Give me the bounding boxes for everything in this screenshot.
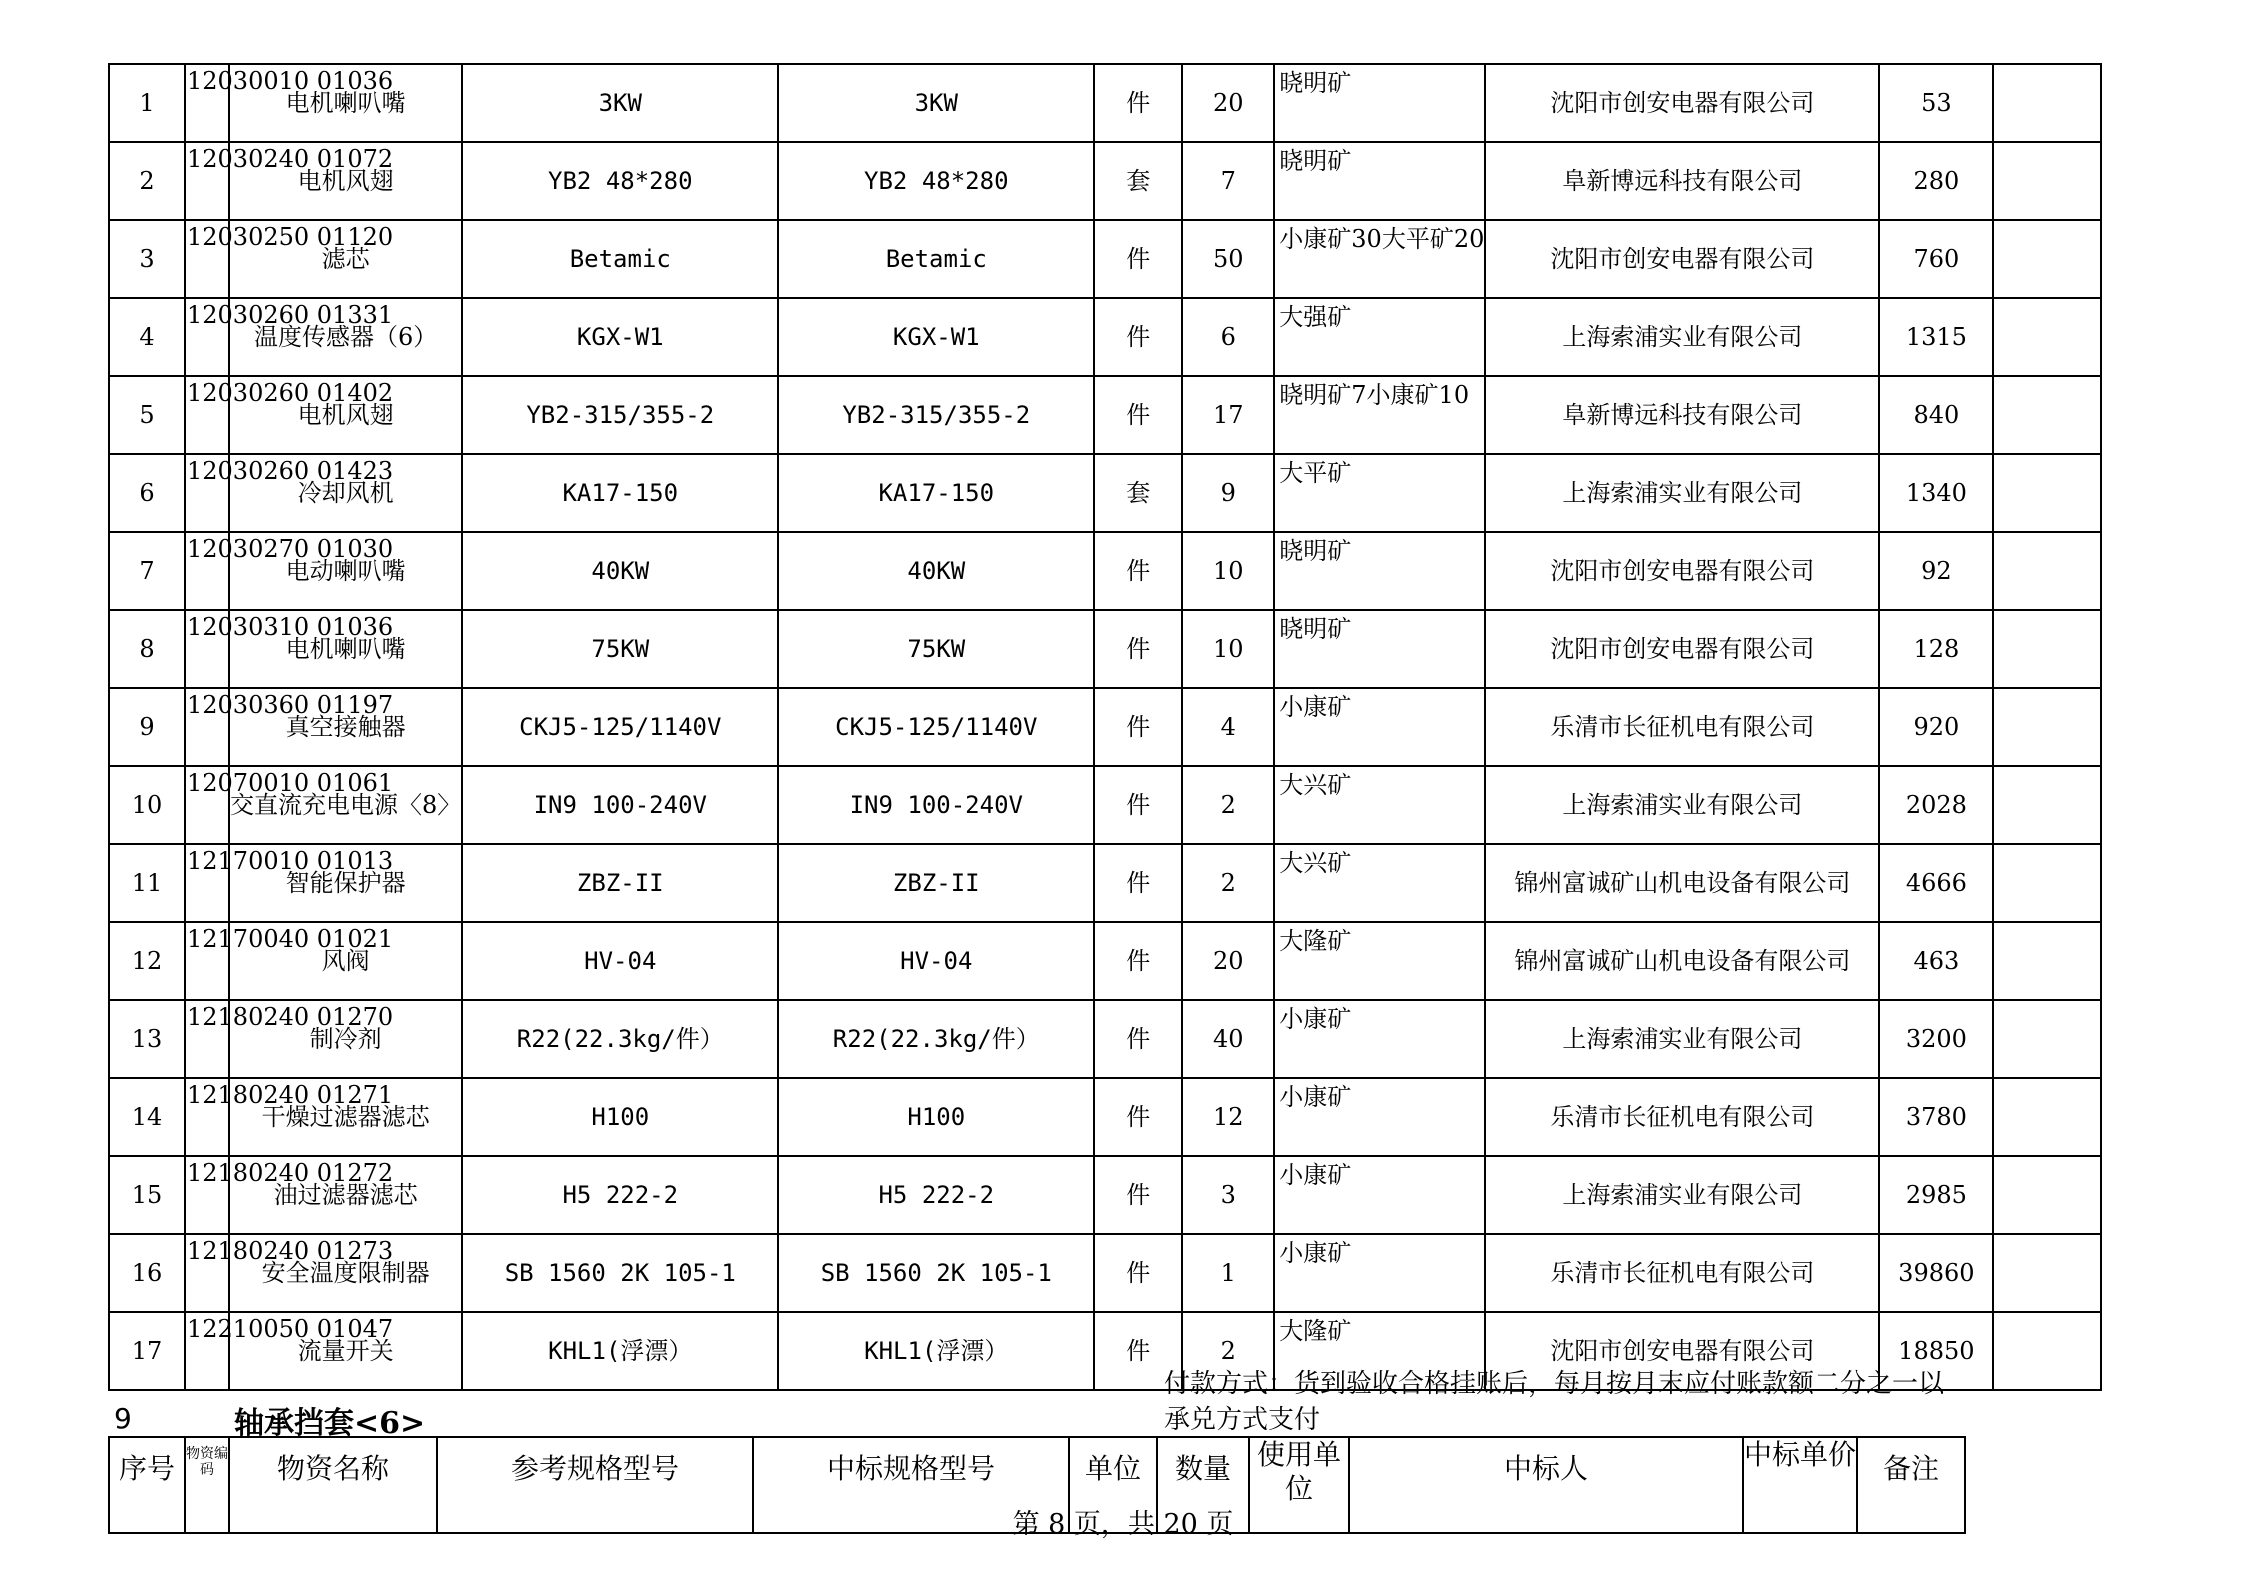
cell-price: 2985 xyxy=(1879,1156,1993,1234)
cell-code-text: 12030310 01036 xyxy=(187,613,394,641)
table-row xyxy=(109,610,2101,688)
cell-code-text: 12170010 01013 xyxy=(187,847,394,875)
table-row xyxy=(109,1156,2101,1234)
cell-code-text: 12180240 01270 xyxy=(187,1003,394,1031)
cell-user-text: 小康矿 xyxy=(1279,1239,1352,1267)
cell-note xyxy=(1993,1234,2101,1312)
cell-price: 18850 xyxy=(1879,1312,1993,1390)
cell-name-text: 安全温度限制器 xyxy=(261,1259,430,1287)
cell-ref-spec: CKJ5-125/1140V xyxy=(462,688,778,766)
cell-user xyxy=(1274,1156,1485,1234)
cell-unit: 件 xyxy=(1094,1000,1182,1078)
cell-code-text: 12180240 01271 xyxy=(187,1081,394,1109)
cell-user-text: 小康矿 xyxy=(1279,1005,1352,1033)
cell-qty: 2 xyxy=(1182,766,1274,844)
cell-unit: 套 xyxy=(1094,454,1182,532)
header-no: 序号 xyxy=(109,1438,185,1533)
table-body xyxy=(109,64,2101,1390)
cell-no: 14 xyxy=(109,1078,185,1156)
cell-price: 128 xyxy=(1879,610,1993,688)
table-row xyxy=(109,844,2101,922)
cell-name-text: 真空接触器 xyxy=(285,713,406,741)
cell-winner: 上海索浦实业有限公司 xyxy=(1485,454,1879,532)
cell-winner: 乐清市长征机电有限公司 xyxy=(1485,688,1879,766)
cell-bid-spec: KHL1(浮漂） xyxy=(778,1312,1094,1390)
cell-price: 463 xyxy=(1879,922,1993,1000)
cell-winner: 上海索浦实业有限公司 xyxy=(1485,1156,1879,1234)
cell-qty: 1 xyxy=(1182,1234,1274,1312)
header-winner: 中标人 xyxy=(1349,1438,1743,1533)
cell-no: 6 xyxy=(109,454,185,532)
cell-no: 15 xyxy=(109,1156,185,1234)
cell-code-text: 12030260 01402 xyxy=(187,379,394,407)
cell-no: 17 xyxy=(109,1312,185,1390)
table-row xyxy=(109,376,2101,454)
cell-no: 8 xyxy=(109,610,185,688)
cell-name-text: 交直流充电电源〈8〉 xyxy=(230,791,462,819)
cell-price: 1315 xyxy=(1879,298,1993,376)
cell-note xyxy=(1993,64,2101,142)
cell-code-text: 12030250 01120 xyxy=(187,223,394,251)
cell-winner: 阜新博远科技有限公司 xyxy=(1485,142,1879,220)
cell-user xyxy=(1274,64,1485,142)
cell-qty: 10 xyxy=(1182,610,1274,688)
cell-unit: 件 xyxy=(1094,220,1182,298)
cell-note xyxy=(1993,220,2101,298)
cell-user-text: 大强矿 xyxy=(1279,303,1352,331)
cell-name-text: 电机风翅 xyxy=(297,401,394,429)
payment-terms: 付款方式：货到验收合格挂账后，每月按月末应付账款额二分之一以承兑方式支付 xyxy=(1164,1369,1945,1435)
cell-qty: 20 xyxy=(1182,64,1274,142)
header-bid-spec: 中标规格型号 xyxy=(753,1438,1069,1533)
cell-name-text: 智能保护器 xyxy=(285,869,406,897)
cell-unit: 件 xyxy=(1094,64,1182,142)
cell-ref-spec: 3KW xyxy=(462,64,778,142)
cell-winner: 沈阳市创安电器有限公司 xyxy=(1485,220,1879,298)
table-row xyxy=(109,142,2101,220)
cell-no: 2 xyxy=(109,142,185,220)
cell-ref-spec: KGX-W1 xyxy=(462,298,778,376)
cell-no: 7 xyxy=(109,532,185,610)
header-note: 备注 xyxy=(1857,1438,1965,1533)
cell-note xyxy=(1993,688,2101,766)
cell-winner: 锦州富诚矿山机电设备有限公司 xyxy=(1485,922,1879,1000)
cell-price: 39860 xyxy=(1879,1234,1993,1312)
table-row xyxy=(109,454,2101,532)
cell-ref-spec: Betamic xyxy=(462,220,778,298)
cell-unit: 件 xyxy=(1094,1312,1182,1390)
cell-unit: 件 xyxy=(1094,298,1182,376)
cell-user xyxy=(1274,220,1485,298)
cell-name-text: 制冷剂 xyxy=(309,1025,382,1053)
cell-no: 10 xyxy=(109,766,185,844)
cell-user xyxy=(1274,376,1485,454)
cell-qty: 3 xyxy=(1182,1156,1274,1234)
header-unit: 单位 xyxy=(1069,1438,1157,1533)
cell-winner: 沈阳市创安电器有限公司 xyxy=(1485,1312,1879,1390)
cell-ref-spec: IN9 100-240V xyxy=(462,766,778,844)
cell-user-text: 大兴矿 xyxy=(1279,849,1352,877)
cell-bid-spec: HV-04 xyxy=(778,922,1094,1000)
cell-unit: 套 xyxy=(1094,142,1182,220)
cell-user-text: 晓明矿 xyxy=(1279,537,1352,565)
cell-note xyxy=(1993,844,2101,922)
cell-user-text: 大隆矿 xyxy=(1279,927,1352,955)
cell-code-text: 12030240 01072 xyxy=(187,145,394,173)
cell-bid-spec: SB 1560 2K 105-1 xyxy=(778,1234,1094,1312)
cell-no: 5 xyxy=(109,376,185,454)
cell-no: 1 xyxy=(109,64,185,142)
cell-user xyxy=(1274,1078,1485,1156)
cell-ref-spec: ZBZ-II xyxy=(462,844,778,922)
cell-name-text: 流量开关 xyxy=(297,1337,394,1365)
cell-user xyxy=(1274,298,1485,376)
cell-bid-spec: R22(22.3kg/件） xyxy=(778,1000,1094,1078)
cell-winner: 上海索浦实业有限公司 xyxy=(1485,298,1879,376)
section-title: 轴承挡套<6> xyxy=(234,1406,426,1441)
table-row xyxy=(109,298,2101,376)
cell-code-text: 12070010 01061 xyxy=(187,769,394,797)
cell-code-text: 12030260 01423 xyxy=(187,457,394,485)
cell-user-text: 晓明矿 xyxy=(1279,615,1352,643)
cell-ref-spec: H5 222-2 xyxy=(462,1156,778,1234)
cell-user xyxy=(1274,766,1485,844)
cell-no: 3 xyxy=(109,220,185,298)
cell-ref-spec: SB 1560 2K 105-1 xyxy=(462,1234,778,1312)
items-table xyxy=(108,63,2102,1391)
cell-user xyxy=(1274,454,1485,532)
cell-user-text: 大平矿 xyxy=(1279,459,1352,487)
cell-bid-spec: 40KW xyxy=(778,532,1094,610)
cell-qty: 9 xyxy=(1182,454,1274,532)
cell-no: 11 xyxy=(109,844,185,922)
cell-qty: 7 xyxy=(1182,142,1274,220)
cell-name-text: 电机喇叭嘴 xyxy=(285,89,406,117)
cell-bid-spec: CKJ5-125/1140V xyxy=(778,688,1094,766)
cell-user xyxy=(1274,1000,1485,1078)
table-row xyxy=(109,766,2101,844)
cell-ref-spec: KHL1(浮漂） xyxy=(462,1312,778,1390)
cell-bid-spec: 75KW xyxy=(778,610,1094,688)
cell-qty: 4 xyxy=(1182,688,1274,766)
table-row xyxy=(109,922,2101,1000)
header-name: 物资名称 xyxy=(229,1438,437,1533)
cell-user-text: 小康矿 xyxy=(1279,1083,1352,1111)
cell-winner: 沈阳市创安电器有限公司 xyxy=(1485,610,1879,688)
header-code: 物资编码 xyxy=(185,1438,229,1533)
page-footer: 第 8 页，共 20 页 xyxy=(1012,1509,1234,1540)
cell-name-text: 电动喇叭嘴 xyxy=(285,557,406,585)
cell-ref-spec: 40KW xyxy=(462,532,778,610)
cell-unit: 件 xyxy=(1094,1156,1182,1234)
cell-unit: 件 xyxy=(1094,1078,1182,1156)
cell-price: 3780 xyxy=(1879,1078,1993,1156)
cell-note xyxy=(1993,298,2101,376)
cell-note xyxy=(1993,142,2101,220)
cell-name-text: 温度传感器（6） xyxy=(254,323,438,351)
cell-unit: 件 xyxy=(1094,376,1182,454)
cell-unit: 件 xyxy=(1094,688,1182,766)
cell-user xyxy=(1274,922,1485,1000)
cell-ref-spec: HV-04 xyxy=(462,922,778,1000)
cell-name-text: 电机喇叭嘴 xyxy=(285,635,406,663)
cell-bid-spec: YB2-315/355-2 xyxy=(778,376,1094,454)
cell-note xyxy=(1993,376,2101,454)
cell-no: 13 xyxy=(109,1000,185,1078)
table-row xyxy=(109,532,2101,610)
cell-qty: 10 xyxy=(1182,532,1274,610)
cell-code-text: 12030260 01331 xyxy=(187,301,394,329)
cell-user-text: 晓明矿 xyxy=(1279,147,1352,175)
cell-no: 16 xyxy=(109,1234,185,1312)
header-ref-spec: 参考规格型号 xyxy=(437,1438,753,1533)
cell-qty: 17 xyxy=(1182,376,1274,454)
cell-ref-spec: YB2-315/355-2 xyxy=(462,376,778,454)
cell-bid-spec: IN9 100-240V xyxy=(778,766,1094,844)
cell-bid-spec: 3KW xyxy=(778,64,1094,142)
cell-winner: 上海索浦实业有限公司 xyxy=(1485,766,1879,844)
header-user: 使用单位 xyxy=(1249,1438,1349,1533)
cell-user-text: 小康矿 xyxy=(1279,693,1352,721)
cell-code-text: 12030010 01036 xyxy=(187,67,394,95)
table-row xyxy=(109,1234,2101,1312)
cell-unit: 件 xyxy=(1094,1234,1182,1312)
cell-user-text: 大隆矿 xyxy=(1279,1317,1352,1345)
cell-name-text: 冷却风机 xyxy=(297,479,394,507)
cell-qty: 12 xyxy=(1182,1078,1274,1156)
cell-qty: 6 xyxy=(1182,298,1274,376)
header-qty: 数量 xyxy=(1157,1438,1249,1533)
cell-note xyxy=(1993,532,2101,610)
cell-price: 280 xyxy=(1879,142,1993,220)
cell-ref-spec: H100 xyxy=(462,1078,778,1156)
cell-name-text: 电机风翅 xyxy=(297,167,394,195)
cell-price: 92 xyxy=(1879,532,1993,610)
cell-note xyxy=(1993,610,2101,688)
cell-code-text: 12030360 01197 xyxy=(187,691,394,719)
cell-name-text: 干燥过滤器滤芯 xyxy=(261,1103,430,1131)
cell-user-text: 大兴矿 xyxy=(1279,771,1352,799)
cell-user-text: 小康矿 xyxy=(1279,1161,1352,1189)
cell-price: 4666 xyxy=(1879,844,1993,922)
cell-no: 9 xyxy=(109,688,185,766)
cell-winner: 沈阳市创安电器有限公司 xyxy=(1485,532,1879,610)
cell-price: 2028 xyxy=(1879,766,1993,844)
cell-qty: 2 xyxy=(1182,844,1274,922)
cell-code-text: 12180240 01272 xyxy=(187,1159,394,1187)
cell-user-text: 小康矿30大平矿20 xyxy=(1279,225,1485,253)
cell-user xyxy=(1274,688,1485,766)
cell-note xyxy=(1993,766,2101,844)
cell-note xyxy=(1993,454,2101,532)
cell-winner: 沈阳市创安电器有限公司 xyxy=(1485,64,1879,142)
cell-winner: 上海索浦实业有限公司 xyxy=(1485,1000,1879,1078)
cell-price: 1340 xyxy=(1879,454,1993,532)
cell-ref-spec: R22(22.3kg/件） xyxy=(462,1000,778,1078)
cell-bid-spec: KA17-150 xyxy=(778,454,1094,532)
cell-price: 840 xyxy=(1879,376,1993,454)
cell-user xyxy=(1274,532,1485,610)
cell-note xyxy=(1993,1078,2101,1156)
next-table-header xyxy=(108,1436,1966,1505)
cell-no: 12 xyxy=(109,922,185,1000)
cell-qty: 40 xyxy=(1182,1000,1274,1078)
cell-user xyxy=(1274,610,1485,688)
cell-bid-spec: KGX-W1 xyxy=(778,298,1094,376)
cell-winner: 乐清市长征机电有限公司 xyxy=(1485,1078,1879,1156)
cell-user xyxy=(1274,1234,1485,1312)
cell-bid-spec: ZBZ-II xyxy=(778,844,1094,922)
cell-name-text: 滤芯 xyxy=(321,245,370,273)
table-row xyxy=(109,1078,2101,1156)
table-row xyxy=(109,220,2101,298)
cell-unit: 件 xyxy=(1094,844,1182,922)
cell-unit: 件 xyxy=(1094,532,1182,610)
cell-no: 4 xyxy=(109,298,185,376)
cell-qty: 2 xyxy=(1182,1312,1274,1390)
cell-bid-spec: H100 xyxy=(778,1078,1094,1156)
cell-bid-spec: YB2 48*280 xyxy=(778,142,1094,220)
cell-winner: 锦州富诚矿山机电设备有限公司 xyxy=(1485,844,1879,922)
table-row xyxy=(109,64,2101,142)
cell-winner: 乐清市长征机电有限公司 xyxy=(1485,1234,1879,1312)
cell-bid-spec: Betamic xyxy=(778,220,1094,298)
cell-price: 3200 xyxy=(1879,1000,1993,1078)
cell-note xyxy=(1993,922,2101,1000)
cell-price: 53 xyxy=(1879,64,1993,142)
cell-price: 760 xyxy=(1879,220,1993,298)
cell-note xyxy=(1993,1000,2101,1078)
cell-name-text: 油过滤器滤芯 xyxy=(273,1181,418,1209)
cell-user-text: 晓明矿7小康矿10 xyxy=(1279,381,1470,409)
cell-winner: 阜新博远科技有限公司 xyxy=(1485,376,1879,454)
cell-price: 920 xyxy=(1879,688,1993,766)
cell-note xyxy=(1993,1156,2101,1234)
cell-bid-spec: H5 222-2 xyxy=(778,1156,1094,1234)
cell-code-text: 12170040 01021 xyxy=(187,925,394,953)
cell-code-text: 12180240 01273 xyxy=(187,1237,394,1265)
cell-name-text: 风阀 xyxy=(321,947,370,975)
cell-code-text: 12210050 01047 xyxy=(187,1315,394,1343)
cell-code-text: 12030270 01030 xyxy=(187,535,394,563)
table-row xyxy=(109,688,2101,766)
cell-note xyxy=(1993,1312,2101,1390)
cell-ref-spec: KA17-150 xyxy=(462,454,778,532)
cell-user xyxy=(1274,142,1485,220)
section-number: 9 xyxy=(114,1402,132,1435)
table-row xyxy=(109,1000,2101,1078)
cell-user xyxy=(1274,844,1485,922)
header-price: 中标单价 xyxy=(1743,1438,1857,1533)
cell-qty: 50 xyxy=(1182,220,1274,298)
cell-unit: 件 xyxy=(1094,922,1182,1000)
cell-unit: 件 xyxy=(1094,610,1182,688)
cell-qty: 20 xyxy=(1182,922,1274,1000)
cell-ref-spec: YB2 48*280 xyxy=(462,142,778,220)
cell-user-text: 晓明矿 xyxy=(1279,69,1352,97)
cell-ref-spec: 75KW xyxy=(462,610,778,688)
cell-unit: 件 xyxy=(1094,766,1182,844)
